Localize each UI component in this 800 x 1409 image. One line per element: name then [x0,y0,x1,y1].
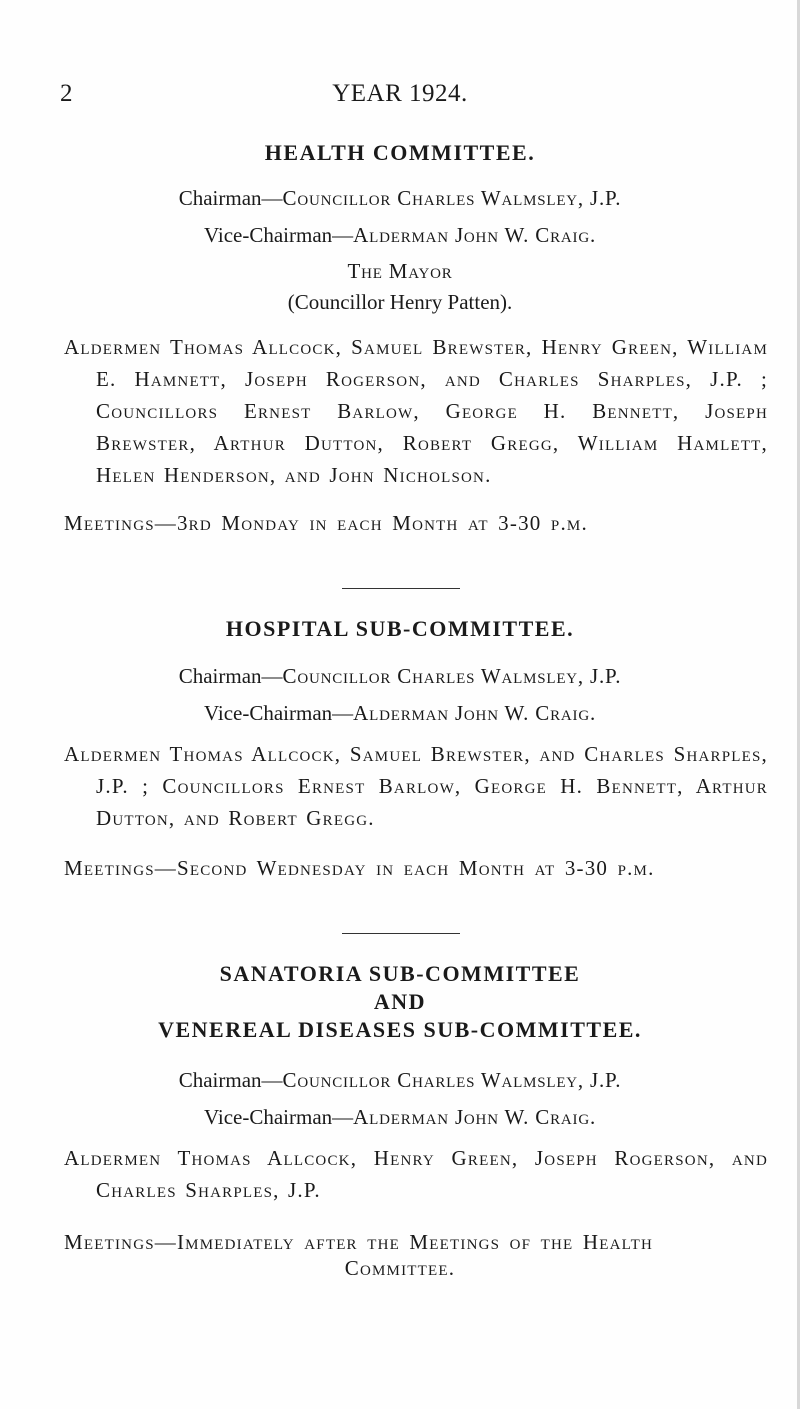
page-number: 2 [60,80,73,107]
vice-chairman-name: Alderman John W. Craig. [353,1105,597,1129]
vice-chairman-name: Alderman John W. Craig. [353,223,597,247]
hospital-subcommittee-title: HOSPITAL SUB-COMMITTEE. [225,616,575,641]
section-divider [342,588,460,589]
vice-chairman-name: Alderman John W. Craig. [353,701,597,725]
sanatoria-subcommittee-section [0,960,800,1281]
vice-chairman-prefix: Vice-Chairman— [203,223,354,247]
hospital-members: Aldermen Thomas Allcock, Samuel Brewster, and Charles Sharples, J.P. ; Councillors Ernest Barlow, George H. Bennett, Arthur Dutton, and Robert Gregg. [64,742,768,830]
sanatoria-title-and: AND [373,989,427,1014]
sanatoria-meetings-continued: Committee. [344,1256,456,1280]
page-header [60,80,740,110]
health-committee-title: HEALTH COMMITTEE. [264,140,536,165]
mayor-title: The Mayor [347,259,453,283]
venereal-diseases-title: VENEREAL DISEASES SUB-COMMITTEE. [158,1017,642,1042]
section-divider [342,933,460,934]
chairman-prefix: Chairman— [178,664,283,688]
chairman-name: Councillor Charles Walmsley, J.P. [282,664,622,688]
health-vice-chairman [0,223,800,248]
sanatoria-chairman [0,1068,800,1093]
sanatoria-members: Aldermen Thomas Allcock, Henry Green, Joseph Rogerson, and Charles Sharples, J.P. [64,1146,768,1202]
vice-chairman-prefix: Vice-Chairman— [203,1105,354,1129]
chairman-name: Councillor Charles Walmsley, J.P. [282,1068,622,1092]
sanatoria-title: SANATORIA SUB-COMMITTEE [219,961,581,986]
health-meetings: Meetings—3rd Monday in each Month at 3-30 p.m. [64,511,588,535]
running-head: YEAR 1924. [332,80,468,107]
sanatoria-vice-chairman [0,1105,800,1130]
vice-chairman-prefix: Vice-Chairman— [203,701,354,725]
chairman-name: Councillor Charles Walmsley, J.P. [282,186,622,210]
hospital-meetings: Meetings—Second Wednesday in each Month at 3-30 p.m. [64,856,655,880]
hospital-vice-chairman [0,701,800,726]
health-committee-section [0,140,800,537]
sanatoria-meetings: Meetings—Immediately after the Meetings of the Health [64,1230,654,1254]
health-chairman [0,186,800,211]
hospital-chairman [0,664,800,689]
hospital-subcommittee-section [0,616,800,882]
mayor-name: (Councillor Henry Patten). [287,290,513,314]
chairman-prefix: Chairman— [178,186,283,210]
health-members: Aldermen Thomas Allcock, Samuel Brewster, Henry Green, William E. Hamnett, Joseph Rogerson, and Charles Sharples, J.P. ; Councillors Ernest Barlow, George H. Bennett, Joseph Brewster, Arthur Dutton, Robert Gregg, William Hamlett, Helen Henderson, and John Nicholson. [64,335,768,487]
chairman-prefix: Chairman— [178,1068,283,1092]
